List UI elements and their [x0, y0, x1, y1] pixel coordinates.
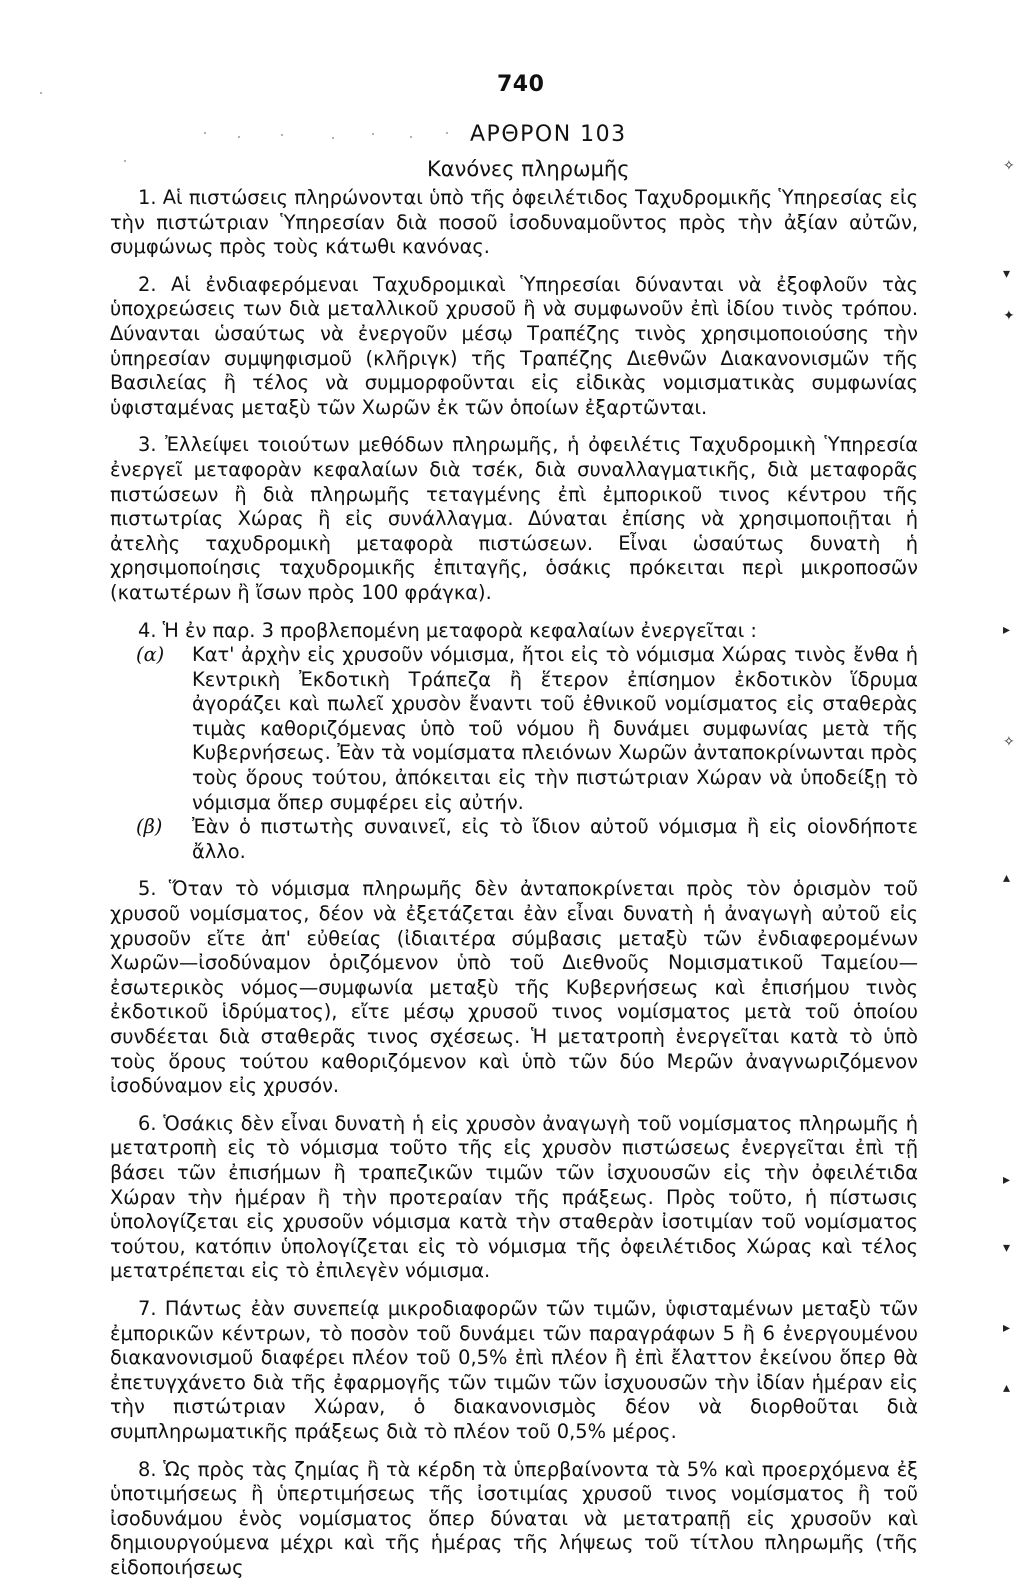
- paragraph-7: 7. Πάντως ἐὰν συνεπείᾳ μικροδιαφορῶν τῶν τιμῶν, ὑφισταμένων μεταξὺ τῶν ἐμπορικῶν κέντρων, τὸ ποσὸν τοῦ δυνάμει τῶν παραγράφων 5 ἢ 6 ἐνεργουμένου διακανονισμοῦ διαφέρει πλέον τοῦ 0,5% ἐπὶ πλέον ἢ ἐπὶ ἔλαττον ἐκείνου ὅπερ θὰ ἐπετυγχάνετο διὰ τῆς ἐφαρμογῆς τῶν τιμῶν τῶν ἰσχυουσῶν τὴν ἰδίαν ἡμέραν εἰς τὴν πιστώτριαν Χώραν, ὁ διακανονισμὸς δέον νὰ διορθοῦται διὰ συμπληρωματικῆς πράξεως διὰ τὸ πλέον τοῦ 0,5% μέρος.: [110, 1297, 918, 1445]
- scan-mark: ▸: [1003, 1320, 1010, 1336]
- scan-mark: ✧: [1003, 158, 1015, 174]
- scan-mark: ▾: [1003, 266, 1010, 282]
- scan-mark: ▴: [1003, 870, 1010, 886]
- scan-speck: [332, 137, 334, 139]
- paragraph-1: 1. Αἱ πιστώσεις πληρώνονται ὑπὸ τῆς ὀφειλέτιδος Ταχυδρομικῆς Ὑπηρεσίας εἰς τὴν πιστώτριαν Ὑπηρεσίαν διὰ ποσοῦ ἰσοδυναμοῦντος πρὸς τὴν ἀξίαν αὐτῶν, συμφώνως πρὸς τοὺς κάτωθι κανόνας.: [110, 186, 918, 260]
- paragraph-5: 5. Ὅταν τὸ νόμισμα πληρωμῆς δὲν ἀνταποκρίνεται πρὸς τὸν ὁρισμὸν τοῦ χρυσοῦ νομίσματος, δέον νὰ ἐξετάζεται ἐὰν εἶναι δυνατὴ ἡ ἀναγωγὴ αὐτοῦ εἰς χρυσοῦν εἴτε ἀπ' εὐθείας (ἰδιαιτέρα σύμβασις μεταξὺ τῶν ἐνδιαφερομένων Χωρῶν—ἰσοδύναμον ὁριζόμενον ὑπὸ τοῦ Διεθνοῦς Νομισματικοῦ Ταμείου—ἐσωτερικὸς νόμος—συμφωνία μεταξὺ τῆς Κυβερνήσεως καὶ ἐπισήμου τινὸς ἐκδοτικοῦ ἱδρύματος), εἴτε μέσῳ χρυσοῦ τινος νομίσματος μετὰ τοῦ ὁποίου συνδέεται διὰ σταθερᾶς τινος σχέσεως. Ἡ μετατροπὴ ἐνεργεῖται κατὰ τὸ ὑπὸ τοὺς ὅρους τούτου καθοριζόμενον καὶ ὑπὸ τῶν δύο Μερῶν ἀναγνωριζόμενον ἰσοδύναμον εἰς χρυσόν.: [110, 877, 918, 1098]
- paragraph-8: 8. Ὡς πρὸς τὰς ζημίας ἢ τὰ κέρδη τὰ ὑπερβαίνοντα τὰ 5% καὶ προερχόμενα ἐξ ὑποτιμήσεως ἢ ὑπερτιμήσεως τῆς ἰσοτιμίας χρυσοῦ τινος νομίσματος ἢ τοῦ ἰσοδυνάμου ἑνὸς νομίσματος ὅπερ δύναται νὰ μετατραπῇ εἰς χρυσοῦν καὶ δημιουργούμενα μέχρι καὶ τῆς ἡμέρας τῆς λήψεως τοῦ τίτλου πληρωμῆς (τῆς εἰδοποιήσεως: [110, 1458, 918, 1580]
- page-number: 740: [497, 72, 544, 97]
- scan-speck: [40, 92, 42, 94]
- sub-item-label: (α): [136, 643, 192, 668]
- scan-speck: [281, 134, 283, 136]
- scan-mark: ▾: [1003, 1240, 1010, 1256]
- scan-mark: ▸: [1003, 1172, 1010, 1188]
- scan-mark: ▸: [1003, 622, 1010, 638]
- scan-mark: ▴: [1003, 1380, 1010, 1396]
- paragraph-2: 2. Αἱ ἐνδιαφερόμεναι Ταχυδρομικαὶ Ὑπηρεσίαι δύνανται νὰ ἐξοφλοῦν τὰς ὑποχρεώσεις των διὰ μεταλλικοῦ χρυσοῦ ἢ νὰ συμφωνοῦν ἐπὶ ἰδίου τινὸς τρόπου. Δύνανται ὡσαύτως νὰ ἐνεργοῦν μέσῳ Τραπέζης τινὸς χρησιμοποιούσης τὴν ὑπηρεσίαν συμψηφισμοῦ (κλῆριγκ) τῆς Τραπέζης Διεθνῶν Διακανονισμῶν τῆς Βασιλείας ἢ τέλος νὰ συμμορφοῦνται εἰς εἰδικὰς νομισματικὰς συμφωνίας ὑφισταμένας μεταξὺ τῶν Χωρῶν ἐκ τῶν ὁποίων ἐξαρτῶνται.: [110, 273, 918, 421]
- sub-item-b: [110, 815, 918, 864]
- article-subtitle: Κανόνες πληρωμῆς: [427, 157, 630, 181]
- scan-speck: [410, 136, 412, 138]
- article-title: ΑΡΘΡΟΝ 103: [470, 122, 627, 147]
- paragraph-4: 4. Ἡ ἐν παρ. 3 προβλεπομένη μεταφορὰ κεφαλαίων ἐνεργεῖται :: [110, 619, 918, 644]
- scan-speck: [204, 132, 206, 134]
- sub-item-text: Κατ' ἀρχὴν εἰς χρυσοῦν νόμισμα, ἤτοι εἰς τὸ νόμισμα Χώρας τινὸς ἔνθα ἡ Κεντρικὴ Ἐκδοτικὴ Τράπεζα ἢ ἕτερον ἐπίσημον ἐκδοτικὸν ἵδρυμα ἀγοράζει καὶ πωλεῖ χρυσὸν ἔναντι τοῦ ἐθνικοῦ νομίσματος εἰς σταθερὰς τιμὰς καθοριζόμενας ὑπὸ τοῦ νόμου ἢ δυνάμει συμφωνίας μετὰ τῆς Κυβερνήσεως. Ἐὰν τὰ νομίσματα πλειόνων Χωρῶν ἀνταποκρίνωνται πρὸς τοὺς ὅρους τούτου, ἀπόκειται εἰς τὴν πιστώτριαν Χώραν νὰ ὑποδείξῃ τὸ νόμισμα ὅπερ συμφέρει εἰς αὐτήν.: [192, 643, 918, 814]
- scan-mark: ✧: [1003, 734, 1015, 750]
- scan-speck: [124, 160, 126, 162]
- sub-item-text: Ἐὰν ὁ πιστωτὴς συναινεῖ, εἰς τὸ ἴδιον αὐτοῦ νόμισμα ἢ εἰς οἱονδήποτε ἄλλο.: [192, 815, 918, 863]
- sub-item-a: [110, 643, 918, 815]
- scan-speck: [238, 136, 240, 138]
- scan-speck: [372, 133, 374, 135]
- sub-item-label: (β): [136, 815, 192, 840]
- article-body: [110, 186, 918, 1580]
- paragraph-3: 3. Ἐλλείψει τοιούτων μεθόδων πληρωμῆς, ἡ ὀφειλέτις Ταχυδρομικὴ Ὑπηρεσία ἐνεργεῖ μεταφορὰν κεφαλαίων διὰ τσέκ, διὰ συναλλαγματικῆς, διὰ μεταφορᾶς πιστώσεων ἢ διὰ πληρωμῆς τεταγμένης ἐπὶ ἐμπορικοῦ τινος κέντρου τῆς πιστωτρίας Χώρας ἢ εἰς συνάλλαγμα. Δύναται ἐπίσης νὰ χρησιμοποιῇται ἡ ἀτελὴς ταχυδρομικὴ μεταφορὰ πιστώσεων. Εἶναι ὡσαύτως δυνατὴ ἡ χρησιμοποίησις ταχυδρομικῆς ἐπιταγῆς, ὁσάκις πρόκειται περὶ μικροποσῶν (κατωτέρων ἢ ἴσων πρὸς 100 φράγκα).: [110, 433, 918, 605]
- scan-mark: ✦: [1003, 308, 1015, 324]
- paragraph-6: 6. Ὁσάκις δὲν εἶναι δυνατὴ ἡ εἰς χρυσὸν ἀναγωγὴ τοῦ νομίσματος πληρωμῆς ἡ μετατροπὴ εἰς τὸ νόμισμα τοῦτο τῆς εἰς χρυσὸν πιστώσεως ἐνεργεῖται ἐπὶ τῇ βάσει τῶν ἐπισήμων ἢ τραπεζικῶν τιμῶν τῶν ἰσχυουσῶν εἰς τὴν ὀφειλέτιδα Χώραν τὴν ἡμέραν ἢ τὴν προτεραίαν τῆς πράξεως. Πρὸς τοῦτο, ἡ πίστωσις ὑπολογίζεται εἰς χρυσοῦν νόμισμα κατὰ τὴν σταθερὰν ἰσοτιμίαν τοῦ νομίσματος τούτου, κατόπιν ὑπολογίζεται εἰς τὸ νόμισμα τῆς ὀφειλέτιδος Χώρας καὶ τέλος μετατρέπεται εἰς τὸ ἐπιλεγὲν νόμισμα.: [110, 1112, 918, 1284]
- scan-speck: [446, 132, 448, 134]
